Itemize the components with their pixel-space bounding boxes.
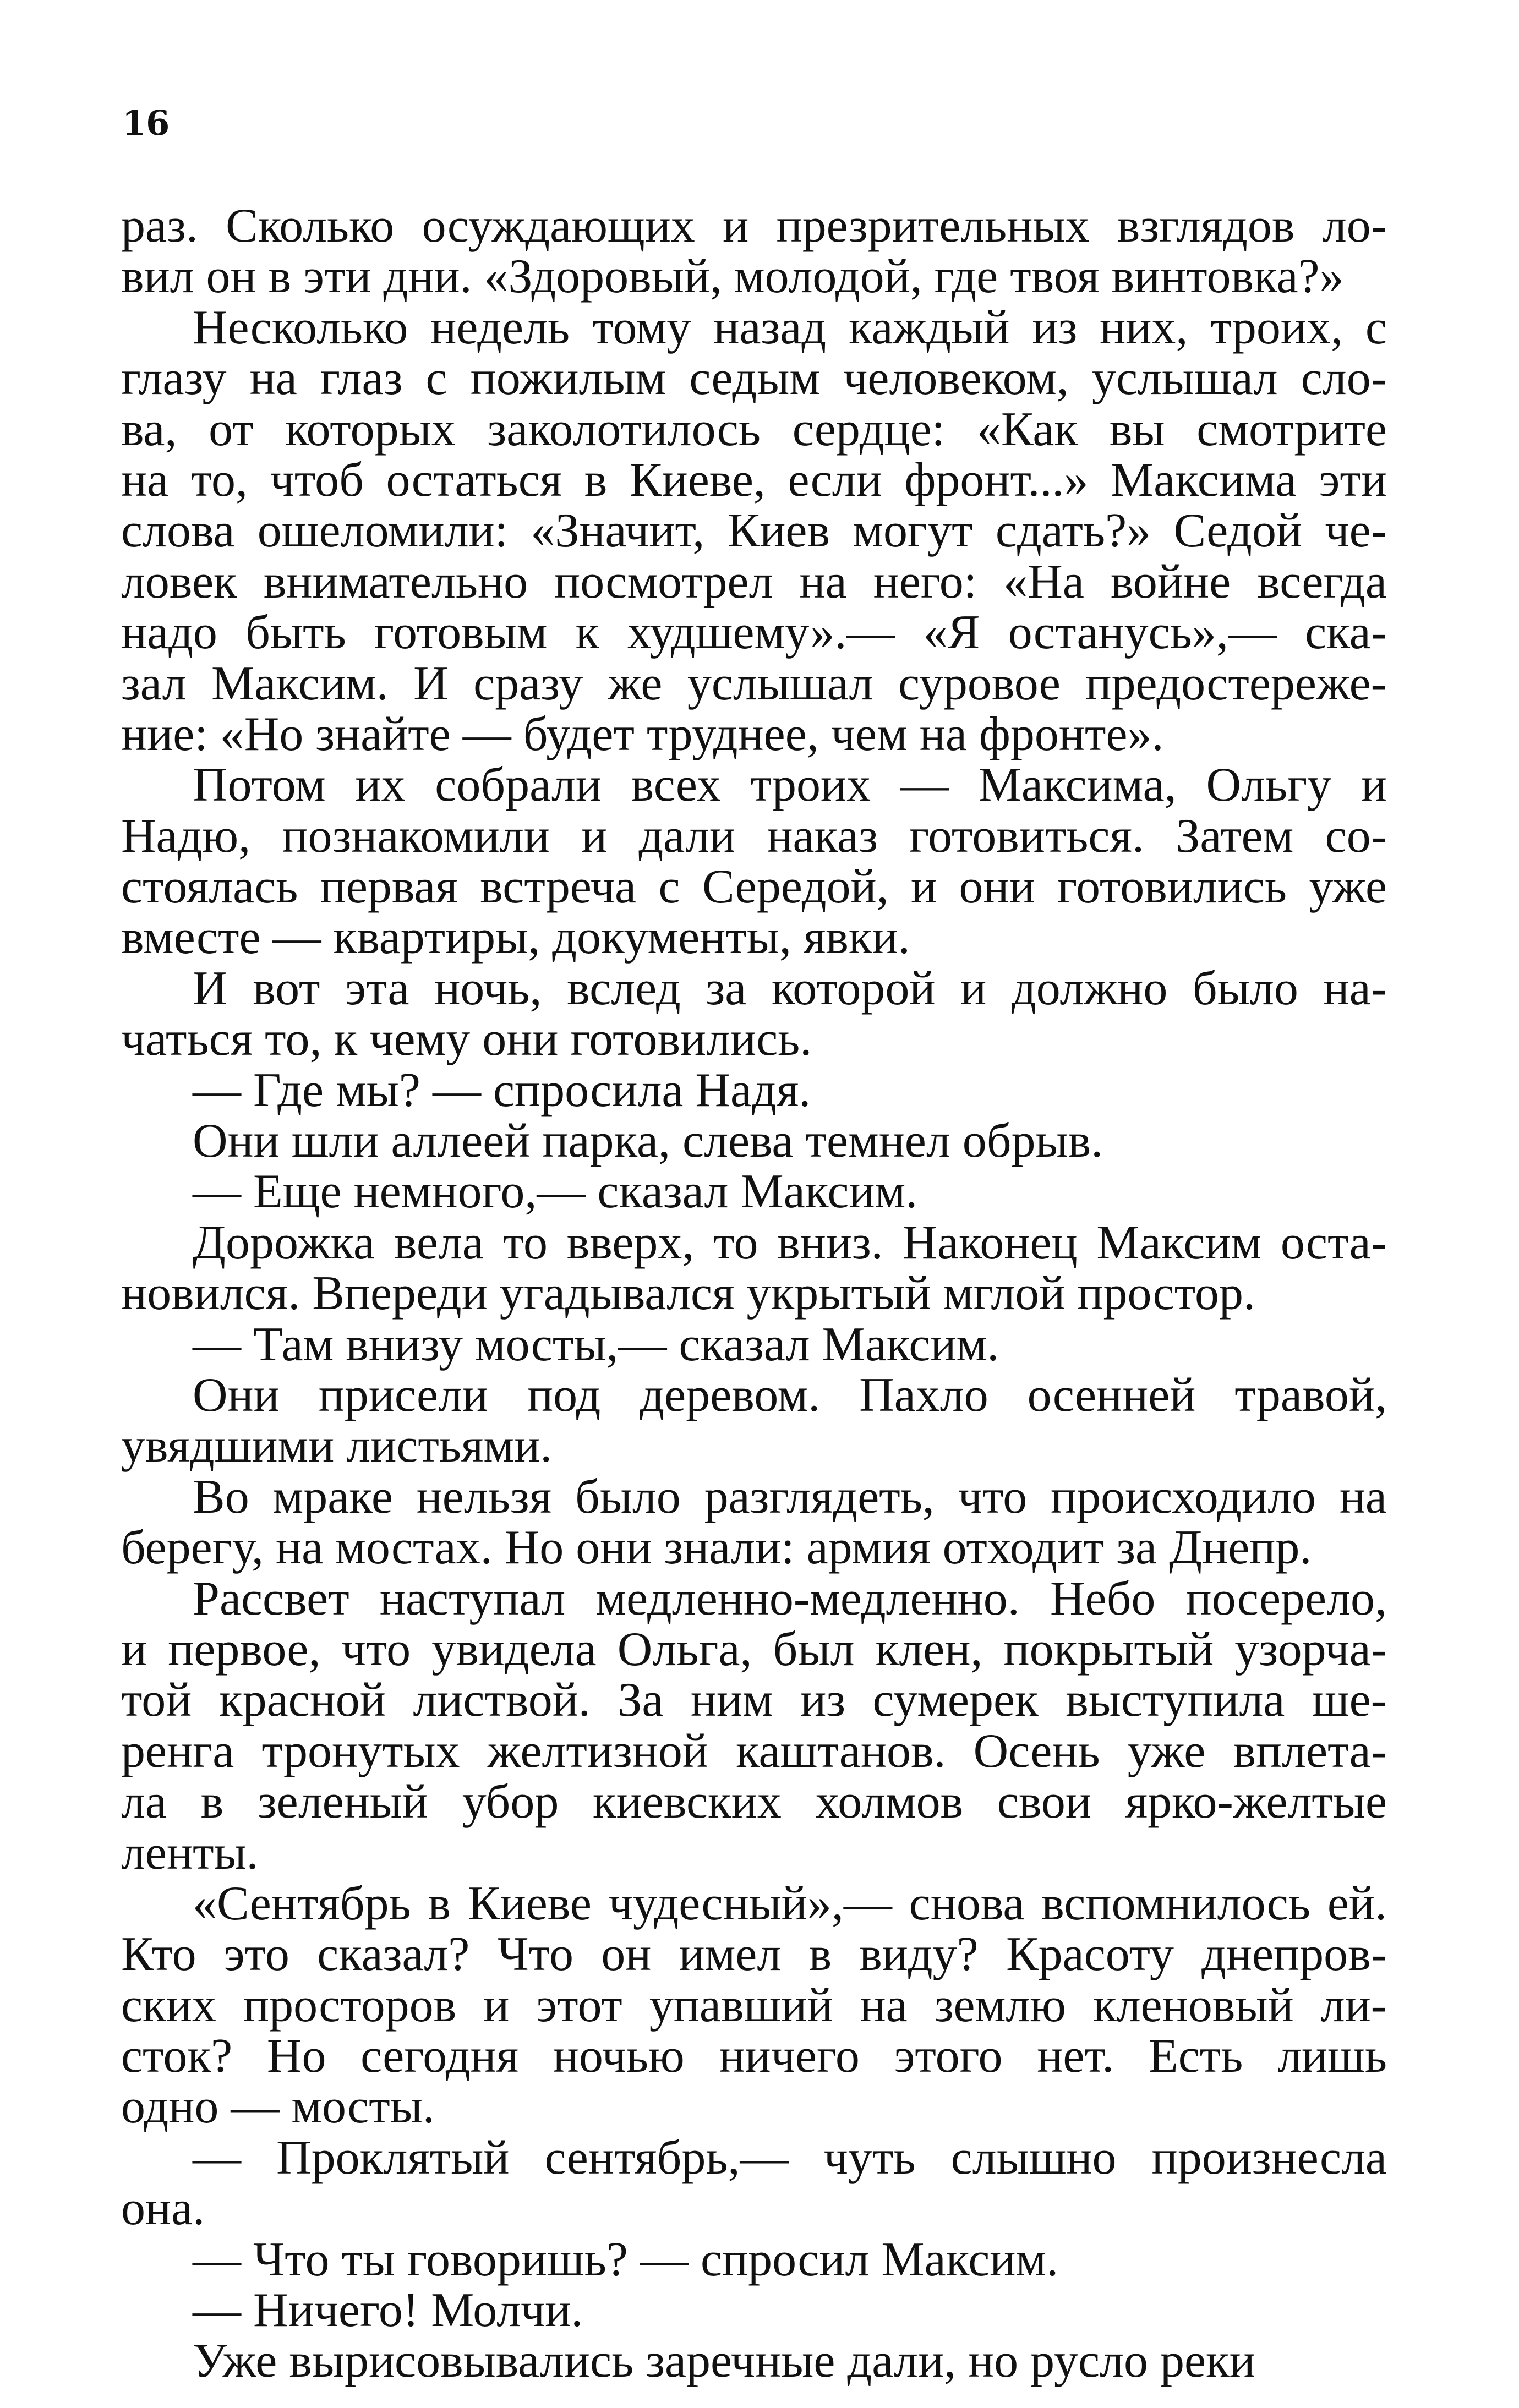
paragraph — [121, 760, 1387, 964]
paragraph — [121, 1065, 1387, 1116]
paragraph — [121, 1116, 1387, 1167]
text-line: вместе — квартиры, документы, явки. — [121, 911, 910, 965]
text-line: новился. Впереди угадывался укрытый мглой простор. — [121, 1267, 1256, 1321]
text-line: той красной листвой. За ним из сумерек выступила ше- — [121, 1673, 1387, 1727]
text-line: Кто это сказал? Что он имел в виду? Красоту днепров- — [121, 1928, 1387, 1982]
body-text — [121, 201, 1387, 2387]
text-line: Рассвет наступал медленно-медленно. Небо посерело, — [193, 1572, 1387, 1626]
paragraph — [121, 2133, 1387, 2235]
text-line: — Ничего! Молчи. — [193, 2284, 583, 2338]
text-line: увядшими листьями. — [121, 1419, 553, 1473]
text-line: ловек внимательно посмотрел на него: «На войне всегда — [121, 555, 1387, 609]
page-number: 16 — [122, 103, 170, 143]
text-line: глазу на глаз с пожилым седым человеком, услышал сло- — [121, 352, 1387, 406]
text-line: зал Максим. И сразу же услышал суровое предостереже- — [121, 656, 1387, 710]
paragraph — [121, 1317, 1387, 1371]
text-line: она. — [121, 2182, 205, 2236]
text-line: ленты. — [121, 1826, 259, 1880]
text-line: Надю, познакомили и дали наказ готовиться. Затем со- — [121, 809, 1387, 863]
text-line: ла в зеленый убор киевских холмов свои ярко-желтые — [121, 1775, 1387, 1829]
paragraph — [121, 1472, 1387, 1574]
text-line: Они присели под деревом. Пахло осенней травой, — [193, 1368, 1387, 1422]
paragraph — [121, 1218, 1387, 1320]
text-line: Несколько недель тому назад каждый из них, троих, с — [193, 300, 1387, 354]
paragraph — [121, 2232, 1387, 2286]
text-line: ских просторов и этот упавший на землю кленовый ли- — [121, 1978, 1387, 2032]
text-line: ренга тронутых желтизной каштанов. Осень уже вплета- — [121, 1724, 1387, 1778]
text-line: «Сентябрь в Киеве чудесный»,— снова вспомнилось ей. — [193, 1876, 1387, 1930]
text-line: на то, чтоб остаться в Киеве, если фронт...» Максима эти — [121, 453, 1387, 507]
paragraph — [121, 1370, 1387, 1472]
text-line: Потом их собрали всех троих — Максима, Ольгу и — [193, 758, 1387, 812]
text-line: одно — мосты. — [121, 2080, 435, 2134]
paragraph — [121, 300, 1387, 761]
text-line: надо быть готовым к худшему».— «Я останусь»,— ска- — [121, 606, 1387, 660]
paragraph — [121, 2285, 1387, 2336]
paragraph — [121, 1167, 1387, 1217]
text-line: — Проклятый сентябрь,— чуть слышно произнесла — [193, 2131, 1387, 2185]
text-line: — Что ты говоришь? — спросил Максим. — [193, 2232, 1059, 2286]
paragraph — [121, 1876, 1387, 2134]
text-line: Они шли аллеей парка, слева темнел обрыв. — [193, 1114, 1103, 1168]
text-line: вил он в эти дни. «Здоровый, молодой, где твоя винтовка?» — [121, 250, 1344, 304]
text-line: раз. Сколько осуждающих и презрительных взглядов ло- — [121, 199, 1387, 253]
text-line: — Где мы? — спросила Надя. — [193, 1063, 811, 1117]
paragraph — [121, 1574, 1387, 1879]
text-line: Дорожка вела то вверх, то вниз. Наконец Максим оста- — [193, 1216, 1387, 1269]
text-line: берегу, на мостах. Но они знали: армия отходит за Днепр. — [121, 1521, 1312, 1575]
paragraph — [121, 201, 1387, 303]
text-line: Во мраке нельзя было разглядеть, что происходило на — [193, 1470, 1387, 1524]
text-line: ва, от которых заколотилось сердце: «Как вы смотрите — [121, 402, 1387, 456]
paragraph — [121, 961, 1387, 1066]
text-line: сток? Но сегодня ночью ничего этого нет. Есть лишь — [121, 2029, 1387, 2083]
paragraph — [121, 2336, 1387, 2387]
text-line: ние: «Но знайте — будет труднее, чем на фронте». — [121, 707, 1164, 761]
text-line: слова ошеломили: «Значит, Киев могут сдать?» Седой че- — [121, 504, 1387, 558]
text-line: стоялась первая встреча с Середой, и они готовились уже — [121, 860, 1387, 914]
text-line: И вот эта ночь, вслед за которой и должно было на- — [193, 961, 1387, 1015]
text-line: Уже вырисовывались заречные дали, но русло реки — [193, 2334, 1255, 2388]
text-line: — Еще немного,— сказал Максим. — [193, 1165, 918, 1219]
text-line: чаться то, к чему они готовились. — [121, 1013, 812, 1066]
text-line: и первое, что увидела Ольга, был клен, покрытый узорча- — [121, 1622, 1387, 1676]
text-line: — Там внизу мосты,— сказал Максим. — [193, 1317, 999, 1371]
